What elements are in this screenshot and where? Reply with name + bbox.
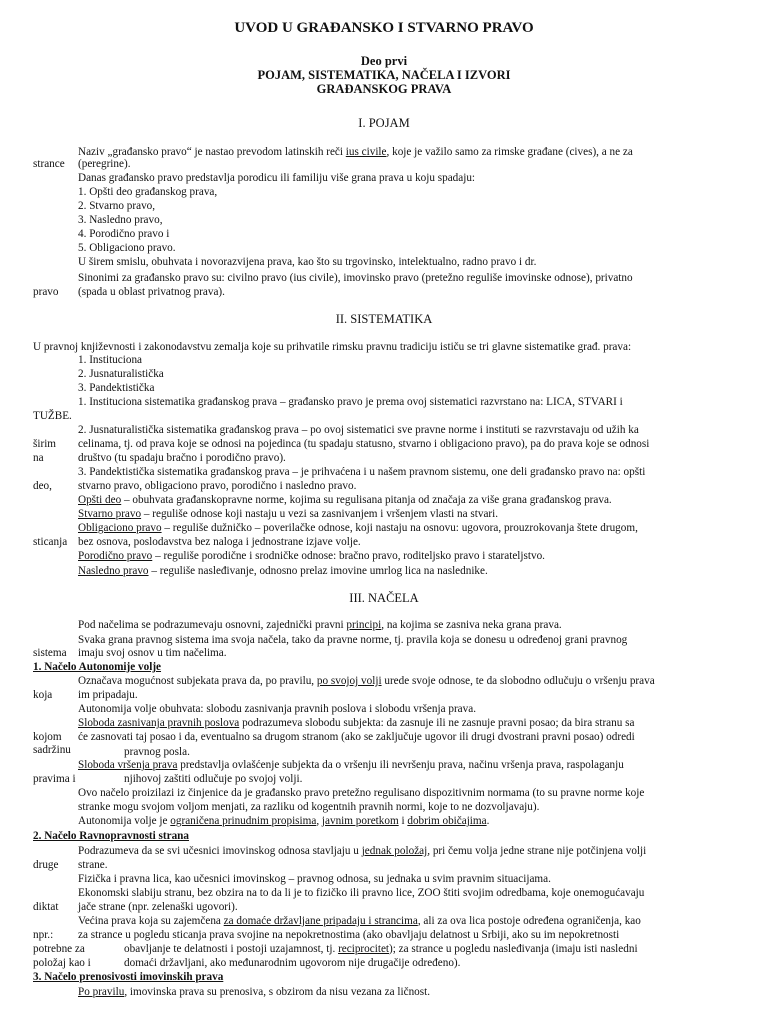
paragraph-cont: pravnog posla. [124, 746, 190, 758]
definition-line: Nasledno pravo – reguliše nasleđivanje, odnosno prelaz imovine umrlog lica na naslednike. [78, 565, 488, 577]
margin-word: širim [33, 438, 56, 450]
list-item: 2. Jusnaturalistička [78, 368, 164, 380]
paragraph: U širem smislu, obuhvata i novorazvijena prava, kao što su trgovinsko, intelektualno, radno pravo i dr. [78, 256, 537, 268]
paragraph: Autonomija volje je ograničena prinudnim propisima, javnim poretkom i dobrim običajima. [78, 815, 490, 827]
paragraph-cont: bez osnova, poslodavstva bez naloga i jednostrane izjave volje. [78, 536, 361, 548]
margin-word: sticanja [33, 536, 68, 548]
definition-line: Opšti deo – obuhvata građanskopravne norme, kojima su regulisana pitanja od značaja za više grana građanskog prava. [78, 494, 612, 506]
list-item: 4. Porodično pravo i [78, 228, 170, 240]
paragraph: Sinonimi za građansko pravo su: civilno pravo (ius civile), imovinsko pravo (pretežno reguliše imovinske odnose), privatno [78, 272, 633, 284]
principle-heading-2: 2. Načelo Ravnopravnosti strana [33, 830, 190, 842]
paragraph: Fizička i pravna lica, kao učesnici imovinskog – pravnog odnosa, su jednaka u svim pravnim situacijama. [78, 873, 551, 885]
section-heading-sistematika: II. SISTEMATIKA [335, 312, 433, 326]
paragraph-cont: stranke mogu svojom voljom menjati, za razliku od kogentnih pravnih normi, koje to ne dozvoljavaju). [78, 801, 540, 813]
paragraph-cont: njihovoj zaštiti odlučuje po svojoj volji. [124, 773, 303, 785]
margin-word: sistema [33, 647, 67, 659]
paragraph-cont: stvarno pravo, obligaciono pravo, porodično i nasledno pravo. [78, 480, 357, 492]
paragraph: 2. Jusnaturalistička sistematika građanskog prava – po ovoj sistematici sve pravne norme i instituti se razvrstavaju od užih ka [78, 424, 639, 436]
paragraph: 1. Instituciona sistematika građanskog prava – građansko pravo je prema ovoj sistematici razvrstano na: LICA, STVARI i [78, 396, 623, 408]
paragraph: 3. Pandektistička sistematika građanskog prava – je prihvaćena i u našem pravnom sistemu, one deli građansko pravo na: opšti [78, 466, 646, 478]
paragraph-cont: im pripadaju. [78, 689, 138, 701]
margin-word: deo, [33, 480, 52, 492]
paragraph-cont: (peregrine). [78, 158, 131, 170]
section-heading-nacela: III. NAČELA [349, 591, 419, 605]
paragraph: Danas građansko pravo predstavlja porodicu ili familiju više grana prava u koju spadaju: [78, 172, 476, 184]
paragraph-cont: TUŽBE. [33, 410, 72, 422]
definition-line: Obligaciono pravo – reguliše dužničko – poverilačke odnose, koji nastaju na osnovu: ugovora, prouzrokovanja štete drugom, [78, 522, 638, 534]
list-item: 1. Instituciona [78, 354, 143, 366]
paragraph: Većina prava koja su zajemčena za domaće državljane pripadaju i strancima, ali za ova lica postoje određena ograničenja, kao [78, 915, 641, 927]
list-item: 3. Pandektistička [78, 382, 155, 394]
paragraph: Autonomija volje obuhvata: slobodu zasnivanja pravnih poslova i slobodu vršenja prava. [78, 703, 477, 715]
paragraph-cont: za strance u pogledu sticanja prava svojine na nepokretnostima (ako obavljaju delatnost u Srbiji, ako su im nepokretnosti [78, 929, 620, 941]
paragraph-cont: imaju svoj osnov u tim načelima. [78, 647, 227, 659]
paragraph: Ekonomski slabiju stranu, bez obzira na to da li je to fizičko ili pravno lice, ZOO štiti svojim odredbama, koje onemogućavaju [78, 887, 645, 899]
margin-word: pravima i [33, 773, 76, 785]
paragraph-cont: (spada u oblast privatnog prava). [78, 286, 225, 298]
margin-word: strance [33, 158, 65, 170]
paragraph-cont: će zasnovati taj posao i da, eventualno sa drugom stranom (ako se zaključuje ugovor ili drugi dvostrani pravni posao) odredi [78, 731, 635, 743]
margin-word: druge [33, 859, 59, 871]
list-item: 5. Obligaciono pravo. [78, 242, 176, 254]
margin-word: koja [33, 689, 53, 701]
margin-word: položaj kao i [33, 957, 91, 969]
margin-word: diktat [33, 901, 59, 913]
paragraph-cont: domaći državljani, ako međunarodnim ugovorom nije drugačije određeno). [124, 957, 461, 969]
paragraph: U pravnoj književnosti i zakonodavstvu zemalja koje su prihvatile rimsku pravnu tradiciju ističu se tri glavne sistematike građ. prava: [33, 341, 632, 353]
paragraph: Sloboda vršenja prava predstavlja ovlašćenje subjekta da o vršenju ili nevršenju prava, načinu vršenja prava, raspolaganju [78, 759, 624, 771]
list-item: 3. Nasledno pravo, [78, 214, 163, 226]
part-label: Deo prvi [360, 54, 408, 68]
paragraph: Pod načelima se podrazumevaju osnovni, zajednički pravni principi, na kojima se zasniva neka grana prava. [78, 619, 562, 631]
principle-heading-3: 3. Načelo prenosivosti imovinskih prava [33, 971, 224, 983]
margin-word: sadržinu [33, 744, 71, 756]
margin-word: na [33, 452, 44, 464]
paragraph: Po pravilu, imovinska prava su prenosiva, s obzirom da nisu vezana za ličnost. [78, 986, 431, 998]
principle-heading-1: 1. Načelo Autonomije volje [33, 661, 162, 673]
paragraph: Naziv „građansko pravo“ je nastao prevodom latinskih reči ius civile, koje je važilo samo za rimske građane (cives), a ne za [78, 146, 633, 158]
definition-line: Stvarno pravo – reguliše odnose koji nastaju u vezi sa zasnivanjem i vršenjem vlasti na stvari. [78, 508, 499, 520]
paragraph: Sloboda zasnivanja pravnih poslova podrazumeva slobodu subjekta: da zasnuje ili ne zasnuje pravni posao; da bira stranu sa [78, 717, 635, 729]
list-item: 1. Opšti deo građanskog prava, [78, 186, 218, 198]
paragraph-cont: društvo (tu spadaju bračno i porodično pravo). [78, 452, 286, 464]
margin-word: pravo [33, 286, 59, 298]
paragraph-cont: strane. [78, 859, 108, 871]
subtitle-line-1: POJAM, SISTEMATIKA, NAČELA I IZVORI [257, 68, 511, 82]
paragraph-cont: jače strane (npr. zelenaški ugovori). [78, 901, 238, 913]
definition-line: Porodično pravo – reguliše porodične i srodničke odnose: bračno pravo, roditeljsko pravo i starateljstvo. [78, 550, 545, 562]
paragraph: Svaka grana pravnog sistema ima svoja načela, tako da pravne norme, tj. pravila koja se donesu u određenoj grani pravnog [78, 634, 628, 646]
paragraph-cont: celinama, tj. od prava koje se odnosi na pojedinca (tu spadaju statusno, stvarno i obligaciono pravo), pa do prava koje se odnosi [78, 438, 650, 450]
paragraph: Ovo načelo proizilazi iz činjenice da je građansko pravo pretežno regulisano dispozitivnim normama (to su pravne norme koje [78, 787, 645, 799]
list-item: 2. Stvarno pravo, [78, 200, 156, 212]
margin-word: kojom [33, 731, 62, 743]
paragraph-cont: obavljanje te delatnosti i postoji uzajamnost, tj. reciprocitet); za strance u pogledu nasleđivanja (imaju isti nasledni [124, 943, 638, 955]
document-title: UVOD U GRAĐANSKO I STVARNO PRAVO [234, 20, 534, 36]
section-heading-pojam: I. POJAM [358, 116, 410, 130]
margin-word: potrebne za [33, 943, 85, 955]
margin-word: npr.: [33, 929, 54, 941]
subtitle-line-2: GRAĐANSKOG PRAVA [316, 82, 452, 96]
paragraph: Označava mogućnost subjekata prava da, po pravilu, po svojoj volji urede svoje odnose, te da slobodno odlučuju o vršenju prava [78, 675, 655, 687]
paragraph: Podrazumeva da se svi učesnici imovinskog odnosa stavljaju u jednak položaj, pri čemu volja jedne strane nije potčinjena volji [78, 845, 647, 857]
